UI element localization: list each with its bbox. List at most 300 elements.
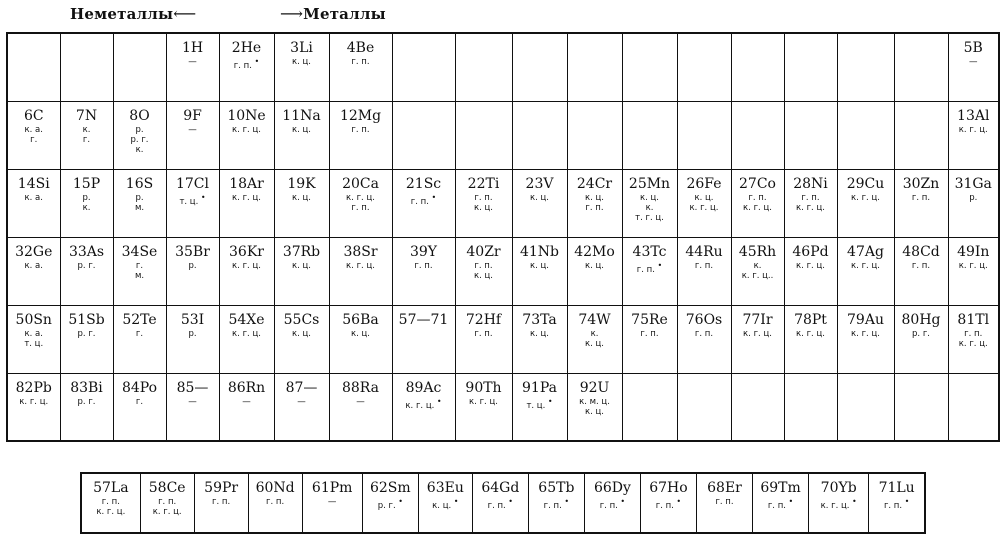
element-cell bbox=[869, 473, 925, 533]
crystal-structure-note: к. г. ц. bbox=[346, 260, 375, 271]
empty-cell bbox=[7, 33, 60, 101]
element-cell bbox=[622, 169, 677, 237]
main-element-table bbox=[6, 32, 1000, 442]
element-symbol: 68Er bbox=[707, 480, 742, 496]
element-cell bbox=[60, 373, 113, 441]
empty-cell bbox=[784, 33, 837, 101]
element-symbol: 25Mn bbox=[628, 175, 671, 192]
crystal-structure-note: р. bbox=[188, 328, 197, 339]
asterisk-mark: • bbox=[428, 192, 437, 202]
element-symbol: 83Bi bbox=[70, 379, 103, 396]
element-symbol: 13Al bbox=[957, 107, 990, 124]
element-cell bbox=[113, 305, 166, 373]
element-cell bbox=[274, 237, 329, 305]
crystal-structure-note: т. ц. • bbox=[526, 396, 553, 411]
crystal-structure-note: к. ц. bbox=[584, 406, 605, 417]
element-symbol: 31Ga bbox=[954, 175, 992, 192]
empty-cell bbox=[113, 33, 166, 101]
element-cell bbox=[274, 33, 329, 101]
crystal-structure-note: г. bbox=[82, 134, 91, 145]
element-cell bbox=[113, 237, 166, 305]
crystal-structure-note: к. ц. bbox=[291, 328, 312, 339]
crystal-structure-note: к. ц. bbox=[291, 124, 312, 135]
element-symbol: 18Ar bbox=[229, 175, 264, 192]
crystal-structure-note: г. п. bbox=[474, 192, 493, 203]
asterisk-mark: • bbox=[673, 497, 682, 506]
empty-cell bbox=[894, 373, 948, 441]
element-cell bbox=[622, 237, 677, 305]
element-cell bbox=[948, 305, 999, 373]
element-symbol: 85— bbox=[176, 379, 209, 396]
element-cell bbox=[753, 473, 809, 533]
empty-cell bbox=[567, 33, 622, 101]
element-cell bbox=[219, 373, 274, 441]
element-cell bbox=[948, 169, 999, 237]
element-symbol: 47Ag bbox=[847, 243, 884, 260]
element-cell bbox=[166, 237, 219, 305]
asterisk-mark: • bbox=[198, 192, 206, 202]
element-cell bbox=[7, 101, 60, 169]
element-cell bbox=[329, 33, 392, 101]
empty-cell bbox=[622, 33, 677, 101]
empty-cell bbox=[60, 33, 113, 101]
asterisk-mark: • bbox=[545, 396, 553, 406]
crystal-structure-note: г. п. bbox=[911, 192, 931, 203]
crystal-structure-note: к. г. ц.. bbox=[741, 270, 774, 281]
crystal-structure-note: к. г. ц. bbox=[796, 202, 825, 213]
empty-cell bbox=[677, 33, 731, 101]
element-cell bbox=[784, 305, 837, 373]
element-symbol: 48Cd bbox=[902, 243, 940, 260]
crystal-structure-note: к. г. ц. bbox=[958, 338, 988, 349]
asterisk-mark: • bbox=[654, 260, 663, 270]
element-cell bbox=[81, 473, 140, 533]
crystal-structure-note: г. п. bbox=[640, 328, 659, 339]
crystal-structure-note: к. г. ц. bbox=[152, 507, 182, 517]
crystal-structure-note: — bbox=[242, 396, 251, 407]
element-symbol: 60Nd bbox=[255, 480, 295, 496]
element-symbol: 86Rn bbox=[227, 379, 266, 396]
element-symbol: 73Ta bbox=[522, 311, 557, 328]
crystal-structure-note: к. г. ц. bbox=[232, 260, 261, 271]
element-symbol: 12Mg bbox=[339, 107, 382, 124]
crystal-structure-note: к. г. ц. bbox=[743, 202, 772, 213]
element-symbol: 75Re bbox=[631, 311, 668, 328]
element-symbol: 55Cs bbox=[283, 311, 320, 328]
element-symbol: 36Kr bbox=[229, 243, 264, 260]
table-row bbox=[7, 169, 999, 237]
crystal-structure-note: г. п. • bbox=[883, 497, 910, 511]
empty-cell bbox=[837, 101, 894, 169]
crystal-structure-note: г. п. bbox=[801, 192, 820, 203]
element-cell bbox=[567, 169, 622, 237]
element-symbol: 1H bbox=[181, 40, 204, 56]
element-cell bbox=[731, 169, 784, 237]
nonmetals-label bbox=[70, 4, 196, 23]
element-symbol: 2He bbox=[231, 40, 262, 56]
element-cell bbox=[60, 237, 113, 305]
element-cell bbox=[392, 237, 455, 305]
element-symbol: 29Cu bbox=[846, 175, 885, 192]
element-symbol: 61Pm bbox=[311, 480, 353, 496]
element-cell bbox=[472, 473, 528, 533]
crystal-structure-note: г. п. bbox=[474, 260, 493, 271]
crystal-structure-note: т. ц. bbox=[24, 338, 44, 349]
element-symbol: 71Lu bbox=[878, 480, 915, 496]
crystal-structure-note: к. м. ц. bbox=[579, 396, 610, 407]
crystal-structure-note: г. п. bbox=[158, 497, 177, 507]
table-row bbox=[81, 473, 925, 533]
element-symbol: 10Ne bbox=[227, 107, 266, 124]
element-cell bbox=[7, 169, 60, 237]
element-symbol: 24Cr bbox=[576, 175, 613, 192]
element-cell bbox=[677, 237, 731, 305]
element-cell bbox=[622, 305, 677, 373]
element-cell bbox=[219, 169, 274, 237]
element-cell bbox=[7, 305, 60, 373]
crystal-structure-note: г. п. bbox=[351, 124, 370, 135]
crystal-structure-note: г. bbox=[135, 328, 144, 339]
crystal-structure-note: к. ц. bbox=[473, 270, 494, 281]
element-symbol: 11Na bbox=[282, 107, 321, 124]
crystal-structure-note: к. bbox=[590, 328, 599, 339]
element-symbol: 37Rb bbox=[282, 243, 321, 260]
crystal-structure-note: к. г. ц. bbox=[796, 328, 825, 339]
crystal-structure-note: р. г. • bbox=[377, 497, 403, 511]
crystal-structure-note: к. bbox=[82, 124, 91, 135]
crystal-structure-note: г. п. • bbox=[655, 497, 682, 511]
element-symbol: 19K bbox=[287, 175, 316, 192]
crystal-structure-note: к. г. ц. bbox=[796, 260, 825, 271]
metals-label bbox=[280, 4, 386, 23]
asterisk-mark: • bbox=[395, 497, 403, 506]
element-symbol: 65Tb bbox=[538, 480, 575, 496]
crystal-structure-note: к. г. ц. bbox=[851, 192, 880, 203]
crystal-structure-note: к. ц. bbox=[291, 260, 312, 271]
element-symbol: 54Xe bbox=[228, 311, 265, 328]
crystal-structure-note: г. bbox=[135, 260, 144, 271]
element-symbol: 7N bbox=[75, 107, 98, 124]
element-symbol: 67Ho bbox=[649, 480, 688, 496]
empty-cell bbox=[677, 101, 731, 169]
element-symbol: 32Ge bbox=[15, 243, 53, 260]
element-cell bbox=[512, 169, 567, 237]
crystal-structure-note: к. г. ц. bbox=[689, 202, 719, 213]
element-cell bbox=[640, 473, 696, 533]
element-symbol: 34Se bbox=[121, 243, 158, 260]
element-cell bbox=[455, 305, 512, 373]
element-cell bbox=[455, 373, 512, 441]
asterisk-mark: • bbox=[451, 497, 459, 506]
crystal-structure-note: р. г. bbox=[77, 396, 96, 407]
crystal-structure-note: р. bbox=[135, 124, 144, 135]
crystal-structure-note: р. bbox=[82, 192, 91, 203]
crystal-structure-note: — bbox=[188, 124, 197, 135]
element-cell bbox=[894, 169, 948, 237]
element-symbol: 4Be bbox=[346, 40, 375, 56]
element-cell bbox=[948, 237, 999, 305]
element-cell bbox=[809, 473, 869, 533]
empty-cell bbox=[894, 33, 948, 101]
element-symbol: 9F bbox=[183, 107, 202, 124]
element-symbol: 26Fe bbox=[686, 175, 722, 192]
crystal-structure-note: г. п. bbox=[474, 328, 493, 339]
empty-cell bbox=[567, 101, 622, 169]
crystal-structure-note: — bbox=[188, 396, 197, 407]
crystal-structure-note: к. г. ц. bbox=[346, 192, 375, 203]
crystal-structure-note: р. bbox=[135, 192, 144, 203]
element-cell bbox=[677, 305, 731, 373]
crystal-structure-note: к. а. bbox=[24, 260, 43, 271]
table-row bbox=[7, 101, 999, 169]
empty-cell bbox=[784, 373, 837, 441]
crystal-structure-note: г. п. bbox=[715, 497, 734, 507]
element-symbol: 40Zr bbox=[466, 243, 501, 260]
crystal-structure-note: г. п. bbox=[694, 328, 714, 339]
element-symbol: 92U bbox=[579, 379, 610, 396]
element-cell bbox=[455, 169, 512, 237]
element-symbol: 6C bbox=[23, 107, 44, 124]
crystal-structure-note: г. п. bbox=[414, 260, 433, 271]
crystal-structure-note: к. г. ц. bbox=[232, 124, 261, 135]
element-symbol: 77Ir bbox=[742, 311, 773, 328]
crystal-structure-note: к. а. bbox=[24, 124, 43, 135]
element-symbol: 87— bbox=[285, 379, 318, 396]
crystal-structure-note: к. ц. bbox=[529, 328, 550, 339]
element-cell bbox=[567, 237, 622, 305]
crystal-structure-note: г. п. bbox=[266, 497, 285, 507]
element-symbol: 38Sr bbox=[343, 243, 378, 260]
crystal-structure-note: к. г. ц. bbox=[232, 192, 261, 203]
element-symbol: 41Nb bbox=[519, 243, 560, 260]
crystal-structure-note: к. ц. bbox=[584, 192, 605, 203]
element-symbol: 43Tc bbox=[632, 243, 667, 260]
element-cell bbox=[166, 373, 219, 441]
crystal-structure-note: к. ц. bbox=[529, 260, 550, 271]
element-cell bbox=[166, 305, 219, 373]
element-cell bbox=[219, 305, 274, 373]
crystal-structure-note: к. ц. bbox=[291, 57, 312, 67]
element-symbol: 23V bbox=[525, 175, 554, 192]
crystal-structure-note: к. г. ц. bbox=[96, 507, 126, 517]
element-cell bbox=[329, 305, 392, 373]
element-symbol: 80Hg bbox=[901, 311, 941, 328]
element-symbol: 28Ni bbox=[793, 175, 828, 192]
table-row bbox=[7, 33, 999, 101]
crystal-structure-note: к. bbox=[753, 260, 762, 271]
crystal-structure-note: г. п. • bbox=[636, 260, 663, 275]
element-symbol: 20Ca bbox=[342, 175, 379, 192]
crystal-structure-note: к. г. ц. bbox=[232, 328, 261, 339]
asterisk-mark: • bbox=[505, 497, 514, 506]
crystal-structure-note: к. ц. bbox=[584, 260, 605, 271]
element-cell bbox=[274, 305, 329, 373]
element-symbol: 52Te bbox=[122, 311, 157, 328]
element-symbol: 70Yb bbox=[820, 480, 857, 496]
crystal-structure-note: р. г. bbox=[77, 260, 96, 271]
empty-cell bbox=[837, 373, 894, 441]
table-row bbox=[7, 373, 999, 441]
crystal-structure-note: г. п. bbox=[101, 497, 120, 507]
element-symbol: 50Sn bbox=[15, 311, 52, 328]
element-symbol: 56Ba bbox=[342, 311, 379, 328]
element-cell bbox=[392, 305, 455, 373]
crystal-structure-note: г. п. • bbox=[767, 497, 794, 511]
element-symbol: 21Sc bbox=[405, 175, 442, 192]
element-symbol: 82Pb bbox=[15, 379, 52, 396]
element-symbol: 57—71 bbox=[398, 311, 449, 328]
element-cell bbox=[528, 473, 584, 533]
crystal-structure-note: — bbox=[356, 396, 365, 407]
element-symbol: 46Pd bbox=[792, 243, 829, 260]
element-symbol: 74W bbox=[578, 311, 611, 328]
table-row bbox=[7, 237, 999, 305]
crystal-structure-note: г. п. • bbox=[233, 57, 260, 71]
element-symbol: 79Au bbox=[847, 311, 884, 328]
element-cell bbox=[113, 101, 166, 169]
empty-cell bbox=[731, 373, 784, 441]
crystal-structure-note: к. bbox=[135, 144, 144, 155]
element-symbol: 62Sm bbox=[369, 480, 411, 496]
element-cell bbox=[248, 473, 302, 533]
lanthanide-table bbox=[80, 472, 926, 534]
crystal-structure-note: — bbox=[969, 57, 978, 67]
element-symbol: 53I bbox=[180, 311, 205, 328]
element-cell bbox=[392, 169, 455, 237]
element-cell bbox=[329, 169, 392, 237]
crystal-structure-note: г. п. • bbox=[599, 497, 626, 511]
element-cell bbox=[837, 237, 894, 305]
element-cell bbox=[731, 237, 784, 305]
crystal-structure-note: к. ц. bbox=[291, 192, 312, 203]
asterisk-mark: • bbox=[849, 497, 857, 506]
element-symbol: 3Li bbox=[290, 40, 313, 56]
crystal-structure-note: г. п. • bbox=[543, 497, 570, 511]
element-symbol: 59Pr bbox=[204, 480, 239, 496]
crystal-structure-note: к. ц. bbox=[694, 192, 714, 203]
right-arrow-icon: ⟶ bbox=[280, 4, 304, 23]
element-cell bbox=[677, 169, 731, 237]
element-symbol: 27Co bbox=[739, 175, 776, 192]
empty-cell bbox=[512, 101, 567, 169]
crystal-structure-note: м. bbox=[134, 202, 145, 213]
element-symbol: 35Br bbox=[175, 243, 210, 260]
element-symbol: 42Mo bbox=[574, 243, 615, 260]
element-cell bbox=[329, 237, 392, 305]
element-cell bbox=[948, 33, 999, 101]
element-cell bbox=[60, 101, 113, 169]
crystal-structure-note: к. ц. bbox=[584, 338, 605, 349]
crystal-structure-note: р. г. bbox=[77, 328, 96, 339]
element-symbol: 30Zn bbox=[902, 175, 940, 192]
empty-cell bbox=[948, 373, 999, 441]
nonmetals-text: Неметаллы bbox=[70, 5, 174, 23]
element-cell bbox=[837, 305, 894, 373]
asterisk-mark: • bbox=[902, 497, 910, 506]
empty-cell bbox=[837, 33, 894, 101]
element-symbol: 39Y bbox=[409, 243, 438, 260]
crystal-structure-note: г. п. bbox=[585, 202, 604, 213]
crystal-structure-note: м. bbox=[134, 270, 145, 281]
empty-cell bbox=[894, 101, 948, 169]
crystal-structure-note: к. ц. bbox=[350, 328, 371, 339]
crystal-structure-note: к. ц. bbox=[639, 192, 660, 203]
metals-text: Металлы bbox=[303, 5, 386, 23]
crystal-structure-note: г. п. bbox=[212, 497, 231, 507]
element-symbol: 76Os bbox=[685, 311, 723, 328]
element-cell bbox=[731, 305, 784, 373]
crystal-structure-note: к. г. ц. • bbox=[820, 497, 857, 511]
element-symbol: 15P bbox=[72, 175, 101, 192]
element-cell bbox=[894, 237, 948, 305]
element-cell bbox=[362, 473, 418, 533]
element-cell bbox=[274, 169, 329, 237]
empty-cell bbox=[731, 33, 784, 101]
crystal-structure-note: к. г. ц. bbox=[851, 260, 880, 271]
crystal-structure-note: г. п. bbox=[911, 260, 931, 271]
element-cell bbox=[329, 373, 392, 441]
crystal-structure-note: — bbox=[297, 396, 306, 407]
empty-cell bbox=[622, 373, 677, 441]
element-symbol: 44Ru bbox=[685, 243, 723, 260]
element-cell bbox=[60, 305, 113, 373]
crystal-structure-note: г. bbox=[135, 396, 144, 407]
element-cell bbox=[567, 373, 622, 441]
element-cell bbox=[166, 101, 219, 169]
asterisk-mark: • bbox=[251, 57, 260, 66]
crystal-structure-note: к. г. ц. bbox=[743, 328, 772, 339]
element-cell bbox=[329, 101, 392, 169]
crystal-structure-note: к. г. ц. • bbox=[405, 396, 442, 411]
element-cell bbox=[140, 473, 194, 533]
element-cell bbox=[894, 305, 948, 373]
element-cell bbox=[567, 305, 622, 373]
empty-cell bbox=[392, 101, 455, 169]
element-cell bbox=[696, 473, 752, 533]
element-symbol: 33As bbox=[68, 243, 105, 260]
element-cell bbox=[418, 473, 472, 533]
element-symbol: 91Pa bbox=[522, 379, 557, 396]
crystal-structure-note: к. а. bbox=[24, 328, 43, 339]
element-symbol: 8O bbox=[129, 107, 150, 124]
crystal-structure-note: к. ц. bbox=[473, 202, 494, 213]
element-symbol: 84Po bbox=[121, 379, 158, 396]
crystal-structure-note: к. ц. bbox=[529, 192, 550, 203]
element-cell bbox=[7, 237, 60, 305]
crystal-structure-note: г. п. • bbox=[487, 497, 514, 511]
element-cell bbox=[113, 169, 166, 237]
crystal-structure-note: р. г. bbox=[912, 328, 930, 339]
element-symbol: 16S bbox=[125, 175, 154, 192]
empty-cell bbox=[392, 33, 455, 101]
crystal-structure-note: — bbox=[188, 57, 197, 67]
element-cell bbox=[512, 305, 567, 373]
element-cell bbox=[113, 373, 166, 441]
element-symbol: 51Sb bbox=[68, 311, 105, 328]
element-cell bbox=[392, 373, 455, 441]
element-symbol: 78Pt bbox=[794, 311, 827, 328]
asterisk-mark: • bbox=[434, 396, 442, 406]
crystal-structure-note: к. г. ц. bbox=[958, 260, 988, 271]
crystal-structure-note: г. п. bbox=[694, 260, 714, 271]
element-symbol: 81Tl bbox=[957, 311, 990, 328]
element-symbol: 5B bbox=[963, 40, 983, 56]
crystal-structure-note: к. г. ц. bbox=[851, 328, 880, 339]
crystal-structure-note: к. а. bbox=[24, 192, 43, 203]
asterisk-mark: • bbox=[617, 497, 626, 506]
left-arrow-icon: ⟵ bbox=[173, 4, 197, 23]
crystal-structure-note: к. г. ц. bbox=[469, 396, 498, 407]
